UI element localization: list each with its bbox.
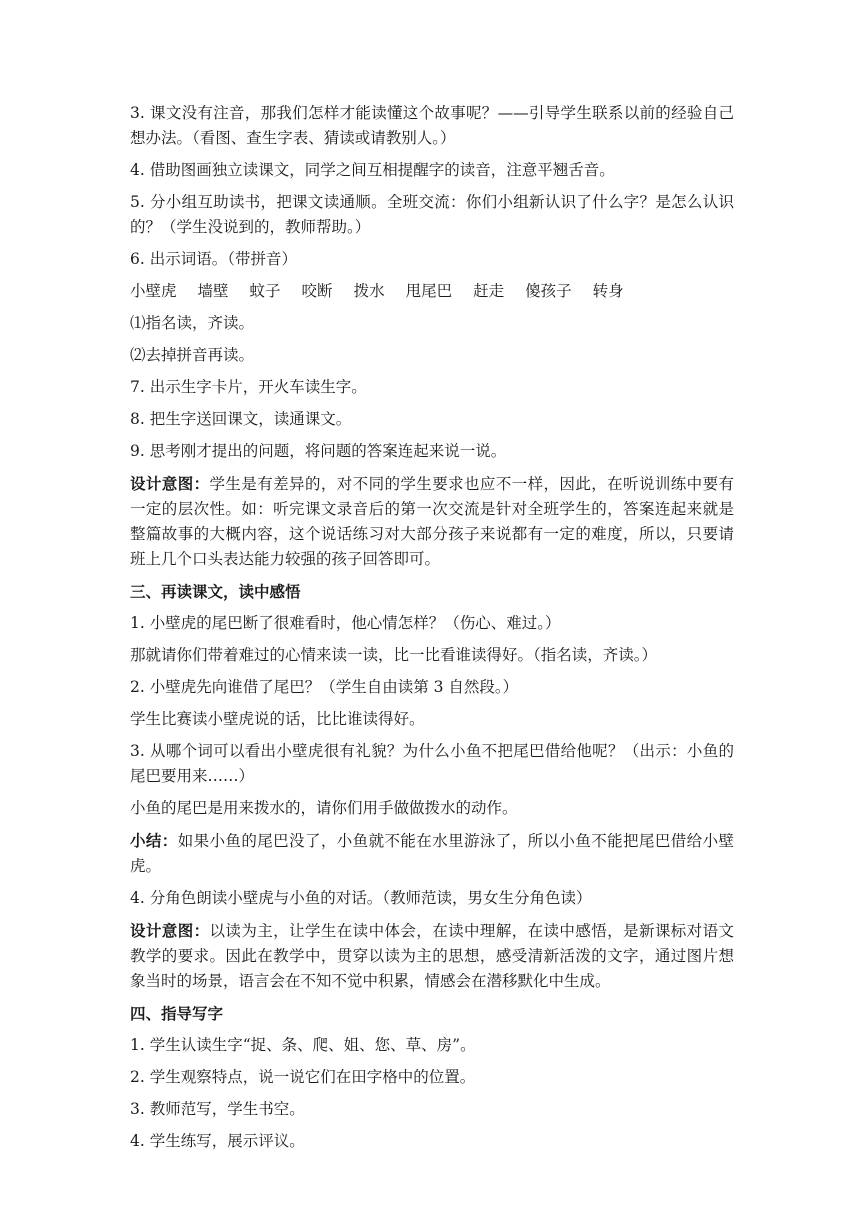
section3-item: 学生比赛读小壁虎说的话，比比谁读得好。 <box>130 710 425 728</box>
paragraph-step-8: 8. 把生字送回课文，读通课文。 <box>130 410 352 428</box>
summary-paragraph <box>130 828 734 879</box>
paragraph-step-9: 9. 思考刚才提出的问题，将问题的答案连起来说一说。 <box>130 442 507 460</box>
section4-item: 1. 学生认读生字“捉、条、爬、姐、您、草、房”。 <box>130 1036 476 1054</box>
section4-item: 3. 教师范写，学生书空。 <box>130 1100 305 1118</box>
section3-item: 那就请你们带着难过的心情来读一读，比一比看谁读得好。（指名读，齐读。） <box>130 646 658 664</box>
paragraph-substep-2: ⑵去掉拼音再读。 <box>130 346 255 364</box>
design-intent-label: 设计意图： <box>130 921 210 940</box>
design-intent-label: 设计意图： <box>130 474 210 493</box>
vocab-word: 甩尾巴 <box>405 282 453 300</box>
vocab-word: 咬断 <box>301 282 333 300</box>
paragraph-substep-1: ⑴指名读，齐读。 <box>130 314 255 332</box>
paragraph-step-3: 3. 课文没有注音，那我们怎样才能读懂这个故事呢？——引导学生联系以前的经验自己想办法。（看图、查生字表、猜读或请教别人。） <box>130 104 734 147</box>
design-intent-text: 学生是有差异的，对不同的学生要求也应不一样，因此，在听说训练中要有一定的层次性。如：听完课文录音后的第一次交流是针对全班学生的，答案连起来就是整篇故事的大概内容，这个说话练习对大部分孩子来说都有一定的难度，所以，只要请班上几个口头表达能力较强的孩子回答即可。 <box>130 475 734 568</box>
section3-item: 小鱼的尾巴是用来拨水的，请你们用手做做拨水的动作。 <box>130 799 518 817</box>
section-heading-3: 三、再读课文，读中感悟 <box>130 582 301 601</box>
vocab-word: 拨水 <box>353 282 385 300</box>
vocabulary-word-list <box>130 279 734 304</box>
section3-item: 1. 小壁虎的尾巴断了很难看时，他心情怎样？（伤心、难过。） <box>130 614 561 632</box>
paragraph-step-6: 6. 出示词语。（带拼音） <box>130 250 297 268</box>
design-intent-text: 以读为主，让学生在读中体会，在读中理解，在读中感悟，是新课标对语文教学的要求。因此在教学中，贯穿以读为主的思想，感受清新活泼的文字，通过图片想象当时的场景，语言会在不知不觉中积累，情感会在潜移默化中生成。 <box>130 922 734 990</box>
summary-text: 如果小鱼的尾巴没了，小鱼就不能在水里游泳了，所以小鱼不能把尾巴借给小壁虎。 <box>130 832 734 875</box>
section3-item: 2. 小壁虎先向谁借了尾巴？（学生自由读第 3 自然段。） <box>130 678 519 696</box>
vocab-word: 傻孩子 <box>525 282 572 300</box>
lesson-content <box>130 101 734 1161</box>
vocab-word: 蚊子 <box>249 282 281 300</box>
paragraph-step-5: 5. 分小组互助读书，把课文读通顺。全班交流：你们小组新认识了什么字？是怎么认识的？（学生没说到的，教师帮助。） <box>130 193 734 236</box>
design-intent-1 <box>130 471 734 572</box>
vocab-word: 小壁虎 <box>130 282 177 300</box>
section3-item: 3. 从哪个词可以看出小壁虎很有礼貌？为什么小鱼不把尾巴借给他呢？（出示：小鱼的尾巴要用来……） <box>130 742 734 785</box>
section-heading-4: 四、指导写字 <box>130 1004 224 1023</box>
paragraph-step-7: 7. 出示生字卡片，开火车读生字。 <box>130 378 367 396</box>
vocab-word: 墙壁 <box>197 282 229 300</box>
summary-label: 小结： <box>130 831 178 850</box>
section4-item: 4. 学生练写，展示评议。 <box>130 1132 305 1150</box>
design-intent-2 <box>130 918 734 994</box>
vocab-word: 赶走 <box>473 282 505 300</box>
vocab-word: 转身 <box>592 282 624 300</box>
section4-item: 2. 学生观察特点，说一说它们在田字格中的位置。 <box>130 1068 476 1086</box>
paragraph-step-4: 4. 借助图画独立读课文，同学之间互相提醒字的读音，注意平翘舌音。 <box>130 161 615 179</box>
section3-item: 4. 分角色朗读小壁虎与小鱼的对话。（教师范读，男女生分角色读） <box>130 889 592 907</box>
